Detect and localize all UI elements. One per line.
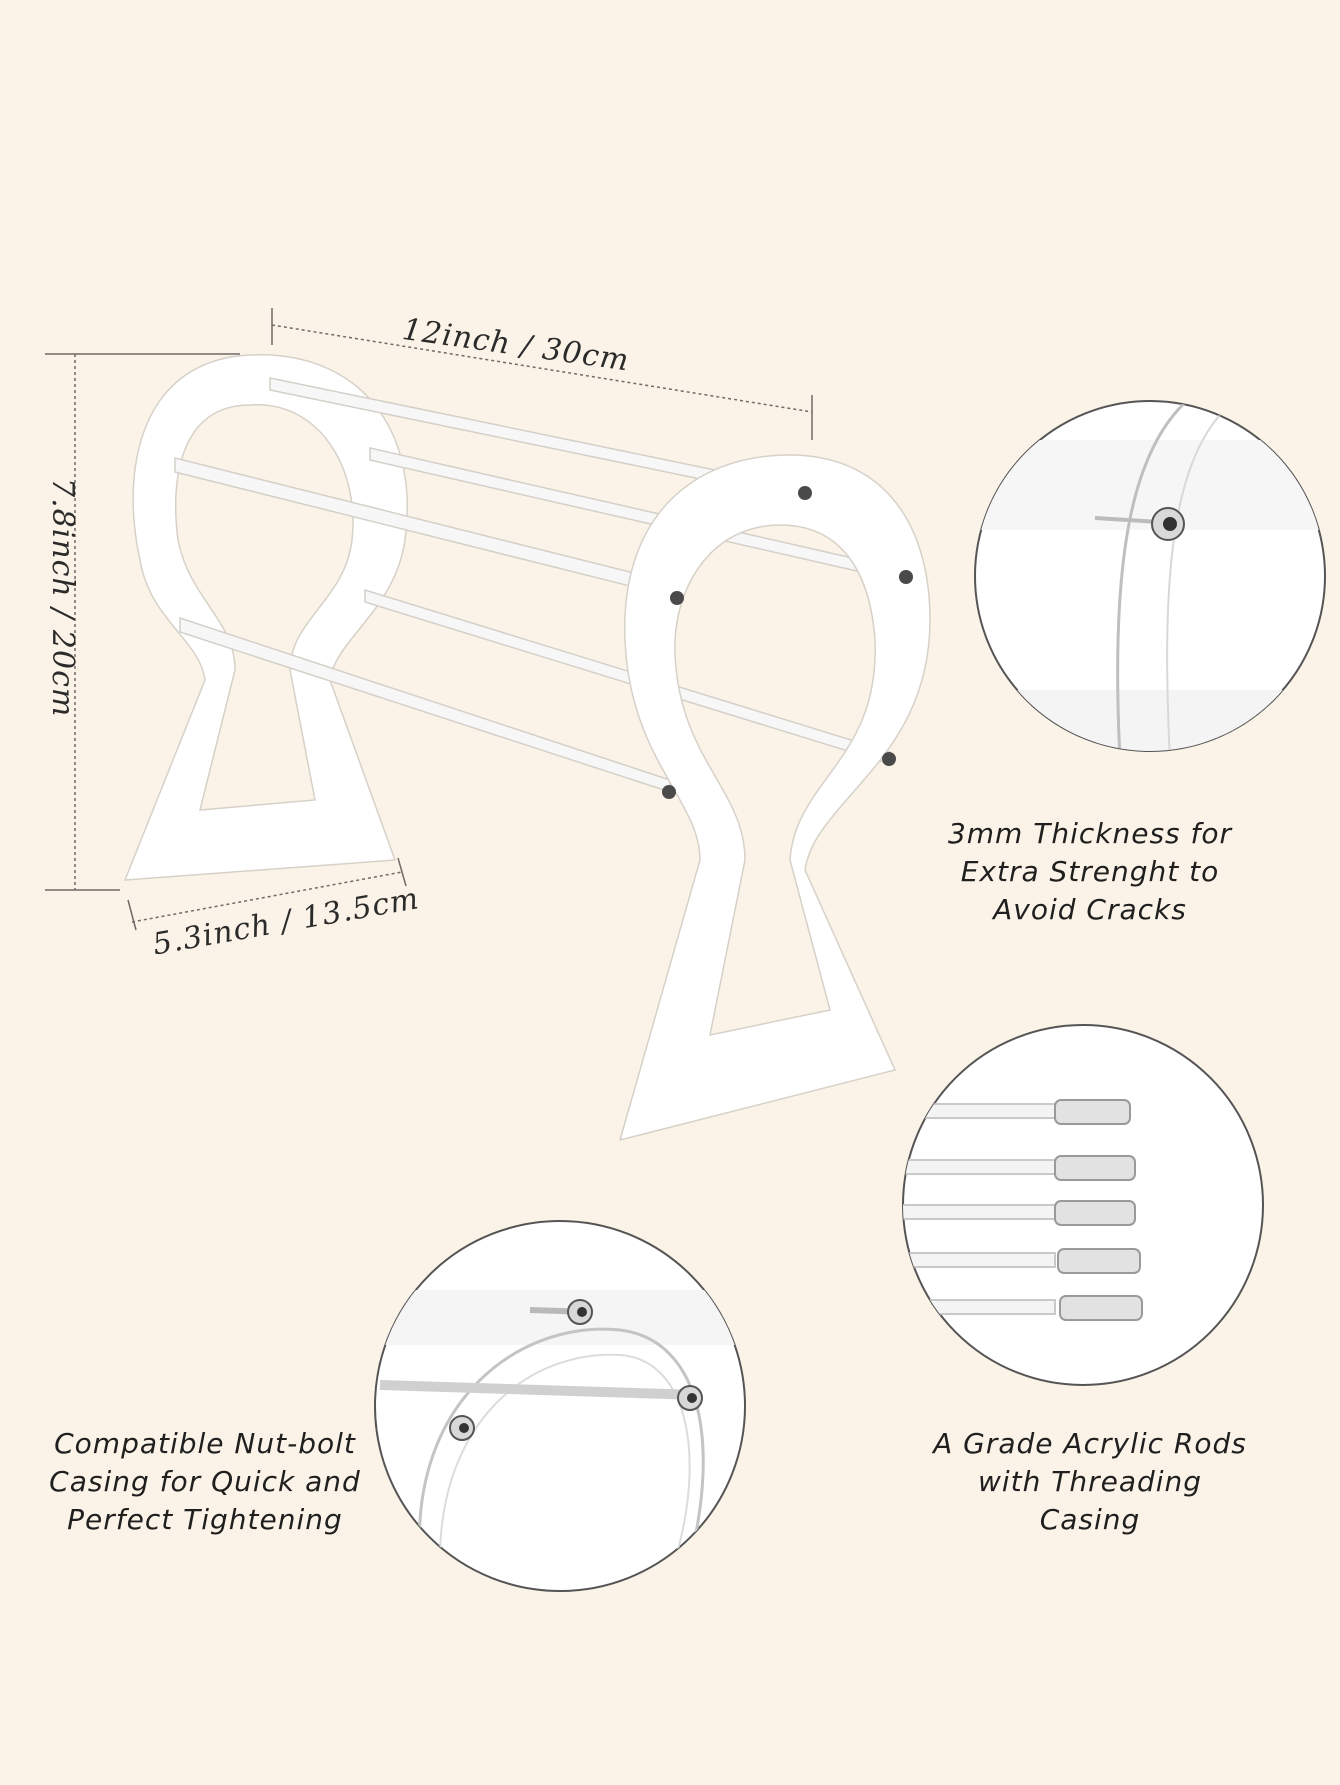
caption-line: Casing xyxy=(1039,1503,1141,1536)
caption-line: Avoid Cracks xyxy=(993,893,1187,926)
caption-line: Compatible Nut-bolt xyxy=(54,1427,356,1460)
feature-rods-caption xyxy=(905,1425,1275,1539)
caption-line: A Grade Acrylic Rods xyxy=(933,1427,1247,1460)
height-dimension-label: 7.8inch / 20cm xyxy=(45,478,80,718)
thickness-detail-circle xyxy=(970,390,1330,760)
caption-line: Perfect Tightening xyxy=(67,1503,343,1536)
feature-nut-bolt-caption xyxy=(20,1425,390,1539)
width-dimension-label: 12inch / 30cm xyxy=(400,312,632,379)
stand-illustration xyxy=(125,355,930,1140)
acrylic-rods xyxy=(175,378,905,792)
caption-line: Casing for Quick and xyxy=(49,1465,361,1498)
nut-bolt-detail-circle xyxy=(370,1221,750,1591)
back-frame xyxy=(125,355,407,880)
caption-line: Extra Strenght to xyxy=(960,855,1220,888)
rods-detail-circle xyxy=(895,1025,1263,1385)
feature-thickness-caption xyxy=(910,815,1270,929)
depth-dimension-label: 5.3inch / 13.5cm xyxy=(150,881,422,963)
caption-line: with Threading xyxy=(977,1465,1203,1498)
caption-line: 3mm Thickness for xyxy=(947,817,1233,850)
